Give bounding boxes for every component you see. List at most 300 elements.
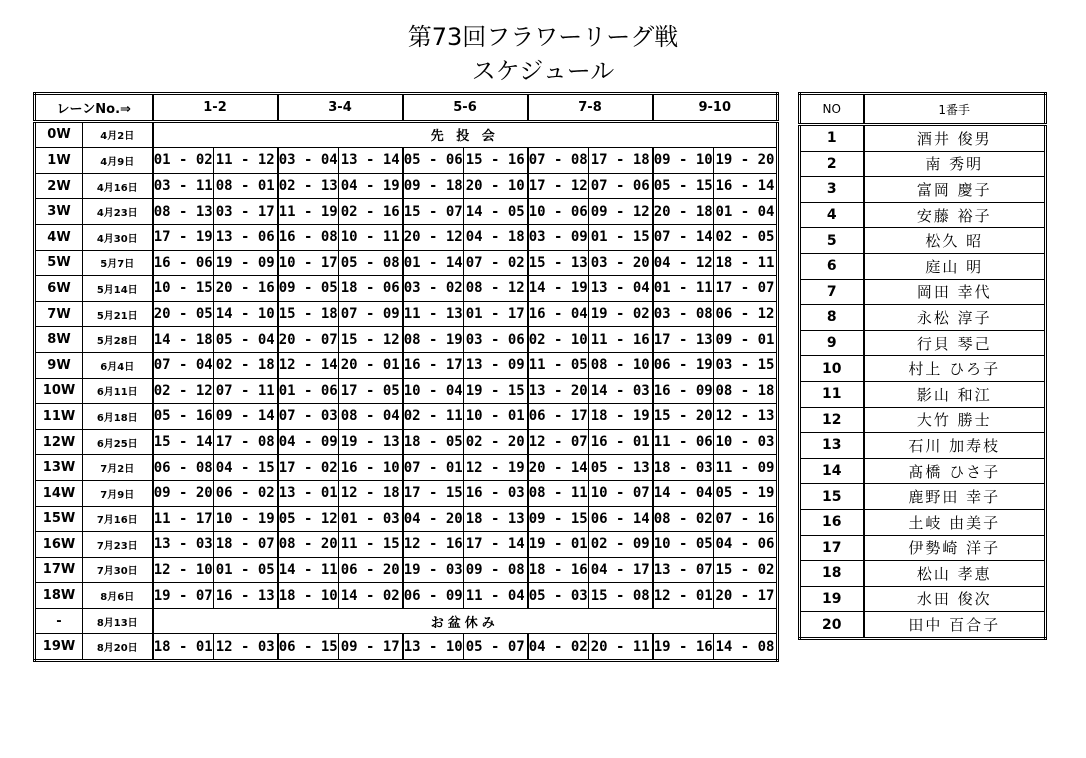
schedule-row	[35, 634, 778, 661]
match-cell: 08 - 12	[464, 276, 528, 302]
match-cell: 02 - 12	[153, 378, 214, 404]
date-cell: 5月28日	[83, 327, 153, 353]
match-cell: 10 - 05	[653, 532, 714, 558]
player-number: 6	[800, 253, 864, 279]
match-cell: 12 - 10	[153, 557, 214, 583]
match-cell: 04 - 06	[714, 532, 778, 558]
match-cell: 20 - 17	[714, 583, 778, 609]
match-cell: 10 - 03	[714, 429, 778, 455]
schedule-row	[35, 276, 778, 302]
match-cell: 12 - 16	[403, 532, 464, 558]
lane-pair-header: 1-2	[153, 94, 278, 122]
match-cell: 06 - 08	[153, 455, 214, 481]
lane-header-label: レーンNo.⇒	[35, 94, 153, 122]
date-cell: 4月2日	[83, 121, 153, 148]
match-cell: 06 - 19	[653, 352, 714, 378]
match-cell: 14 - 04	[653, 480, 714, 506]
match-cell: 13 - 10	[403, 634, 464, 661]
match-cell: 05 - 19	[714, 480, 778, 506]
week-cell: -	[35, 608, 83, 634]
week-cell: 17W	[35, 557, 83, 583]
week-note: 先 投 会	[153, 121, 778, 148]
match-cell: 01 - 06	[278, 378, 339, 404]
schedule-row	[35, 148, 778, 174]
match-cell: 19 - 02	[589, 301, 653, 327]
roster-row	[800, 253, 1046, 279]
match-cell: 13 - 07	[653, 557, 714, 583]
week-note: お盆休み	[153, 608, 778, 634]
schedule-header-row	[35, 94, 778, 122]
match-cell: 15 - 18	[278, 301, 339, 327]
roster-row	[800, 381, 1046, 407]
match-cell: 10 - 04	[403, 378, 464, 404]
match-cell: 08 - 19	[403, 327, 464, 353]
match-cell: 20 - 05	[153, 301, 214, 327]
player-number: 8	[800, 305, 864, 331]
player-number: 14	[800, 458, 864, 484]
date-cell: 6月4日	[83, 352, 153, 378]
player-name: 松久 昭	[864, 228, 1046, 254]
match-cell: 02 - 11	[403, 404, 464, 430]
match-cell: 01 - 17	[464, 301, 528, 327]
date-cell: 6月11日	[83, 378, 153, 404]
match-cell: 14 - 08	[714, 634, 778, 661]
roster-row	[800, 458, 1046, 484]
player-name: 松山 孝恵	[864, 561, 1046, 587]
match-cell: 07 - 11	[214, 378, 278, 404]
player-number: 12	[800, 407, 864, 433]
match-cell: 13 - 20	[528, 378, 589, 404]
date-cell: 7月16日	[83, 506, 153, 532]
match-cell: 18 - 13	[464, 506, 528, 532]
week-cell: 13W	[35, 455, 83, 481]
match-cell: 08 - 10	[589, 352, 653, 378]
match-cell: 01 - 11	[653, 276, 714, 302]
roster-no-header: NO	[800, 94, 864, 125]
match-cell: 15 - 07	[403, 199, 464, 225]
player-number: 18	[800, 561, 864, 587]
roster-row	[800, 484, 1046, 510]
match-cell: 14 - 11	[278, 557, 339, 583]
player-number: 15	[800, 484, 864, 510]
match-cell: 16 - 08	[278, 224, 339, 250]
match-cell: 16 - 14	[714, 173, 778, 199]
match-cell: 15 - 20	[653, 404, 714, 430]
lane-pair-header: 9-10	[653, 94, 778, 122]
match-cell: 19 - 07	[153, 583, 214, 609]
match-cell: 20 - 01	[339, 352, 403, 378]
player-name: 永松 淳子	[864, 305, 1046, 331]
match-cell: 06 - 12	[714, 301, 778, 327]
match-cell: 20 - 07	[278, 327, 339, 353]
match-cell: 02 - 05	[714, 224, 778, 250]
schedule-row	[35, 455, 778, 481]
match-cell: 15 - 02	[714, 557, 778, 583]
lane-pair-header: 3-4	[278, 94, 403, 122]
match-cell: 20 - 16	[214, 276, 278, 302]
date-cell: 4月30日	[83, 224, 153, 250]
player-number: 11	[800, 381, 864, 407]
player-number: 10	[800, 356, 864, 382]
match-cell: 04 - 09	[278, 429, 339, 455]
schedule-row	[35, 506, 778, 532]
schedule-row	[35, 404, 778, 430]
player-name: 伊勢崎 洋子	[864, 535, 1046, 561]
match-cell: 17 - 07	[714, 276, 778, 302]
match-cell: 05 - 03	[528, 583, 589, 609]
match-cell: 04 - 15	[214, 455, 278, 481]
week-cell: 7W	[35, 301, 83, 327]
match-cell: 09 - 17	[339, 634, 403, 661]
schedule-row	[35, 352, 778, 378]
player-number: 19	[800, 586, 864, 612]
match-cell: 02 - 13	[278, 173, 339, 199]
schedule-row	[35, 121, 778, 148]
date-cell: 7月9日	[83, 480, 153, 506]
week-cell: 14W	[35, 480, 83, 506]
match-cell: 11 - 09	[714, 455, 778, 481]
player-number: 2	[800, 151, 864, 177]
match-cell: 19 - 13	[339, 429, 403, 455]
match-cell: 16 - 04	[528, 301, 589, 327]
match-cell: 04 - 20	[403, 506, 464, 532]
week-cell: 8W	[35, 327, 83, 353]
lane-pair-header: 5-6	[403, 94, 528, 122]
roster-row	[800, 586, 1046, 612]
player-name: 南 秀明	[864, 151, 1046, 177]
page-title: 第73回フラワーリーグ戦	[407, 23, 679, 51]
match-cell: 09 - 08	[464, 557, 528, 583]
match-cell: 04 - 12	[653, 250, 714, 276]
match-cell: 16 - 17	[403, 352, 464, 378]
match-cell: 08 - 13	[153, 199, 214, 225]
match-cell: 01 - 14	[403, 250, 464, 276]
match-cell: 18 - 06	[339, 276, 403, 302]
match-cell: 19 - 20	[714, 148, 778, 174]
roster-row	[800, 407, 1046, 433]
match-cell: 18 - 16	[528, 557, 589, 583]
match-cell: 07 - 16	[714, 506, 778, 532]
match-cell: 07 - 08	[528, 148, 589, 174]
match-cell: 06 - 14	[589, 506, 653, 532]
match-cell: 12 - 19	[464, 455, 528, 481]
schedule-row	[35, 173, 778, 199]
week-cell: 16W	[35, 532, 83, 558]
player-name: 酒井 俊男	[864, 125, 1046, 152]
schedule-row	[35, 199, 778, 225]
roster-header-row	[800, 94, 1046, 125]
match-cell: 13 - 04	[589, 276, 653, 302]
date-cell: 4月23日	[83, 199, 153, 225]
match-cell: 08 - 01	[214, 173, 278, 199]
schedule-row	[35, 250, 778, 276]
roster-row	[800, 279, 1046, 305]
player-name: 田中 百合子	[864, 612, 1046, 639]
match-cell: 19 - 01	[528, 532, 589, 558]
roster-row	[800, 509, 1046, 535]
player-name: 安藤 裕子	[864, 202, 1046, 228]
match-cell: 08 - 11	[528, 480, 589, 506]
match-cell: 16 - 03	[464, 480, 528, 506]
match-cell: 15 - 14	[153, 429, 214, 455]
match-cell: 18 - 05	[403, 429, 464, 455]
match-cell: 18 - 19	[589, 404, 653, 430]
week-cell: 3W	[35, 199, 83, 225]
match-cell: 06 - 15	[278, 634, 339, 661]
player-number: 4	[800, 202, 864, 228]
match-cell: 06 - 02	[214, 480, 278, 506]
match-cell: 18 - 01	[153, 634, 214, 661]
match-cell: 05 - 15	[653, 173, 714, 199]
match-cell: 17 - 05	[339, 378, 403, 404]
match-cell: 04 - 17	[589, 557, 653, 583]
match-cell: 06 - 20	[339, 557, 403, 583]
match-cell: 10 - 01	[464, 404, 528, 430]
match-cell: 07 - 04	[153, 352, 214, 378]
match-cell: 11 - 17	[153, 506, 214, 532]
match-cell: 05 - 16	[153, 404, 214, 430]
match-cell: 08 - 18	[714, 378, 778, 404]
match-cell: 02 - 10	[528, 327, 589, 353]
match-cell: 01 - 04	[714, 199, 778, 225]
player-name: 行貝 琴己	[864, 330, 1046, 356]
date-cell: 4月16日	[83, 173, 153, 199]
match-cell: 11 - 04	[464, 583, 528, 609]
match-cell: 05 - 04	[214, 327, 278, 353]
match-cell: 11 - 12	[214, 148, 278, 174]
player-number: 17	[800, 535, 864, 561]
date-cell: 8月13日	[83, 608, 153, 634]
match-cell: 07 - 06	[589, 173, 653, 199]
match-cell: 03 - 17	[214, 199, 278, 225]
player-name: 富岡 慶子	[864, 177, 1046, 203]
match-cell: 01 - 02	[153, 148, 214, 174]
match-cell: 09 - 01	[714, 327, 778, 353]
match-cell: 03 - 20	[589, 250, 653, 276]
match-cell: 02 - 16	[339, 199, 403, 225]
lane-pair-header: 7-8	[528, 94, 653, 122]
roster-row	[800, 356, 1046, 382]
match-cell: 10 - 11	[339, 224, 403, 250]
match-cell: 11 - 16	[589, 327, 653, 353]
match-cell: 02 - 20	[464, 429, 528, 455]
roster-row	[800, 202, 1046, 228]
schedule-row	[35, 557, 778, 583]
date-cell: 5月21日	[83, 301, 153, 327]
match-cell: 10 - 06	[528, 199, 589, 225]
match-cell: 10 - 15	[153, 276, 214, 302]
roster-row	[800, 305, 1046, 331]
match-cell: 07 - 03	[278, 404, 339, 430]
player-number: 1	[800, 125, 864, 152]
week-cell: 11W	[35, 404, 83, 430]
date-cell: 5月7日	[83, 250, 153, 276]
schedule-row	[35, 608, 778, 634]
week-cell: 2W	[35, 173, 83, 199]
match-cell: 20 - 11	[589, 634, 653, 661]
match-cell: 18 - 07	[214, 532, 278, 558]
match-cell: 08 - 04	[339, 404, 403, 430]
player-name: 村上 ひろ子	[864, 356, 1046, 382]
player-number: 9	[800, 330, 864, 356]
match-cell: 11 - 05	[528, 352, 589, 378]
match-cell: 20 - 18	[653, 199, 714, 225]
match-cell: 17 - 15	[403, 480, 464, 506]
match-cell: 17 - 14	[464, 532, 528, 558]
schedule-row	[35, 301, 778, 327]
match-cell: 17 - 02	[278, 455, 339, 481]
match-cell: 07 - 09	[339, 301, 403, 327]
match-cell: 13 - 06	[214, 224, 278, 250]
match-cell: 05 - 12	[278, 506, 339, 532]
match-cell: 03 - 04	[278, 148, 339, 174]
match-cell: 03 - 06	[464, 327, 528, 353]
week-cell: 5W	[35, 250, 83, 276]
match-cell: 13 - 09	[464, 352, 528, 378]
roster-row	[800, 561, 1046, 587]
match-cell: 05 - 13	[589, 455, 653, 481]
week-cell: 1W	[35, 148, 83, 174]
roster-row	[800, 151, 1046, 177]
week-cell: 15W	[35, 506, 83, 532]
match-cell: 10 - 19	[214, 506, 278, 532]
match-cell: 09 - 20	[153, 480, 214, 506]
match-cell: 05 - 08	[339, 250, 403, 276]
match-cell: 19 - 15	[464, 378, 528, 404]
week-cell: 6W	[35, 276, 83, 302]
match-cell: 05 - 07	[464, 634, 528, 661]
player-name: 大竹 勝士	[864, 407, 1046, 433]
match-cell: 14 - 10	[214, 301, 278, 327]
match-cell: 11 - 19	[278, 199, 339, 225]
week-cell: 19W	[35, 634, 83, 661]
date-cell: 4月9日	[83, 148, 153, 174]
date-cell: 7月23日	[83, 532, 153, 558]
schedule-row	[35, 378, 778, 404]
date-cell: 8月20日	[83, 634, 153, 661]
player-number: 5	[800, 228, 864, 254]
match-cell: 13 - 14	[339, 148, 403, 174]
match-cell: 10 - 07	[589, 480, 653, 506]
match-cell: 19 - 09	[214, 250, 278, 276]
match-cell: 20 - 12	[403, 224, 464, 250]
match-cell: 17 - 19	[153, 224, 214, 250]
match-cell: 17 - 12	[528, 173, 589, 199]
match-cell: 02 - 18	[214, 352, 278, 378]
match-cell: 18 - 03	[653, 455, 714, 481]
match-cell: 02 - 09	[589, 532, 653, 558]
player-number: 3	[800, 177, 864, 203]
player-name: 影山 和江	[864, 381, 1046, 407]
roster-table	[798, 92, 1047, 640]
date-cell: 6月25日	[83, 429, 153, 455]
roster-row	[800, 330, 1046, 356]
match-cell: 06 - 09	[403, 583, 464, 609]
match-cell: 01 - 05	[214, 557, 278, 583]
match-cell: 07 - 01	[403, 455, 464, 481]
schedule-row	[35, 583, 778, 609]
date-cell: 5月14日	[83, 276, 153, 302]
match-cell: 17 - 08	[214, 429, 278, 455]
match-cell: 20 - 14	[528, 455, 589, 481]
match-cell: 12 - 01	[653, 583, 714, 609]
match-cell: 12 - 14	[278, 352, 339, 378]
match-cell: 03 - 09	[528, 224, 589, 250]
match-cell: 08 - 02	[653, 506, 714, 532]
match-cell: 09 - 05	[278, 276, 339, 302]
schedule-row	[35, 532, 778, 558]
match-cell: 11 - 15	[339, 532, 403, 558]
match-cell: 01 - 15	[589, 224, 653, 250]
roster-row	[800, 125, 1046, 152]
match-cell: 19 - 16	[653, 634, 714, 661]
player-number: 7	[800, 279, 864, 305]
match-cell: 07 - 14	[653, 224, 714, 250]
match-cell: 09 - 10	[653, 148, 714, 174]
match-cell: 08 - 20	[278, 532, 339, 558]
match-cell: 03 - 15	[714, 352, 778, 378]
match-cell: 18 - 11	[714, 250, 778, 276]
match-cell: 11 - 13	[403, 301, 464, 327]
match-cell: 12 - 18	[339, 480, 403, 506]
week-cell: 18W	[35, 583, 83, 609]
date-cell: 8月6日	[83, 583, 153, 609]
date-cell: 6月18日	[83, 404, 153, 430]
match-cell: 01 - 03	[339, 506, 403, 532]
match-cell: 15 - 12	[339, 327, 403, 353]
match-cell: 09 - 14	[214, 404, 278, 430]
match-cell: 14 - 02	[339, 583, 403, 609]
week-cell: 12W	[35, 429, 83, 455]
week-cell: 9W	[35, 352, 83, 378]
match-cell: 17 - 18	[589, 148, 653, 174]
schedule-row	[35, 224, 778, 250]
schedule-row	[35, 429, 778, 455]
player-name: 岡田 幸代	[864, 279, 1046, 305]
match-cell: 16 - 10	[339, 455, 403, 481]
match-cell: 16 - 09	[653, 378, 714, 404]
player-name: 鹿野田 幸子	[864, 484, 1046, 510]
match-cell: 12 - 03	[214, 634, 278, 661]
match-cell: 18 - 10	[278, 583, 339, 609]
player-number: 20	[800, 612, 864, 639]
player-name: 石川 加寿枝	[864, 433, 1046, 459]
date-cell: 7月30日	[83, 557, 153, 583]
player-name: 水田 俊次	[864, 586, 1046, 612]
match-cell: 03 - 02	[403, 276, 464, 302]
match-cell: 14 - 05	[464, 199, 528, 225]
match-cell: 14 - 03	[589, 378, 653, 404]
match-cell: 09 - 12	[589, 199, 653, 225]
match-cell: 06 - 17	[528, 404, 589, 430]
match-cell: 04 - 19	[339, 173, 403, 199]
roster-name-header: 1番手	[864, 94, 1046, 125]
roster-row	[800, 612, 1046, 639]
match-cell: 07 - 02	[464, 250, 528, 276]
match-cell: 15 - 08	[589, 583, 653, 609]
roster-row	[800, 228, 1046, 254]
match-cell: 16 - 13	[214, 583, 278, 609]
player-name: 庭山 明	[864, 253, 1046, 279]
match-cell: 17 - 13	[653, 327, 714, 353]
match-cell: 09 - 15	[528, 506, 589, 532]
match-cell: 11 - 06	[653, 429, 714, 455]
match-cell: 04 - 02	[528, 634, 589, 661]
match-cell: 20 - 10	[464, 173, 528, 199]
player-name: 土岐 由美子	[864, 509, 1046, 535]
match-cell: 09 - 18	[403, 173, 464, 199]
player-name: 髙橋 ひさ子	[864, 458, 1046, 484]
